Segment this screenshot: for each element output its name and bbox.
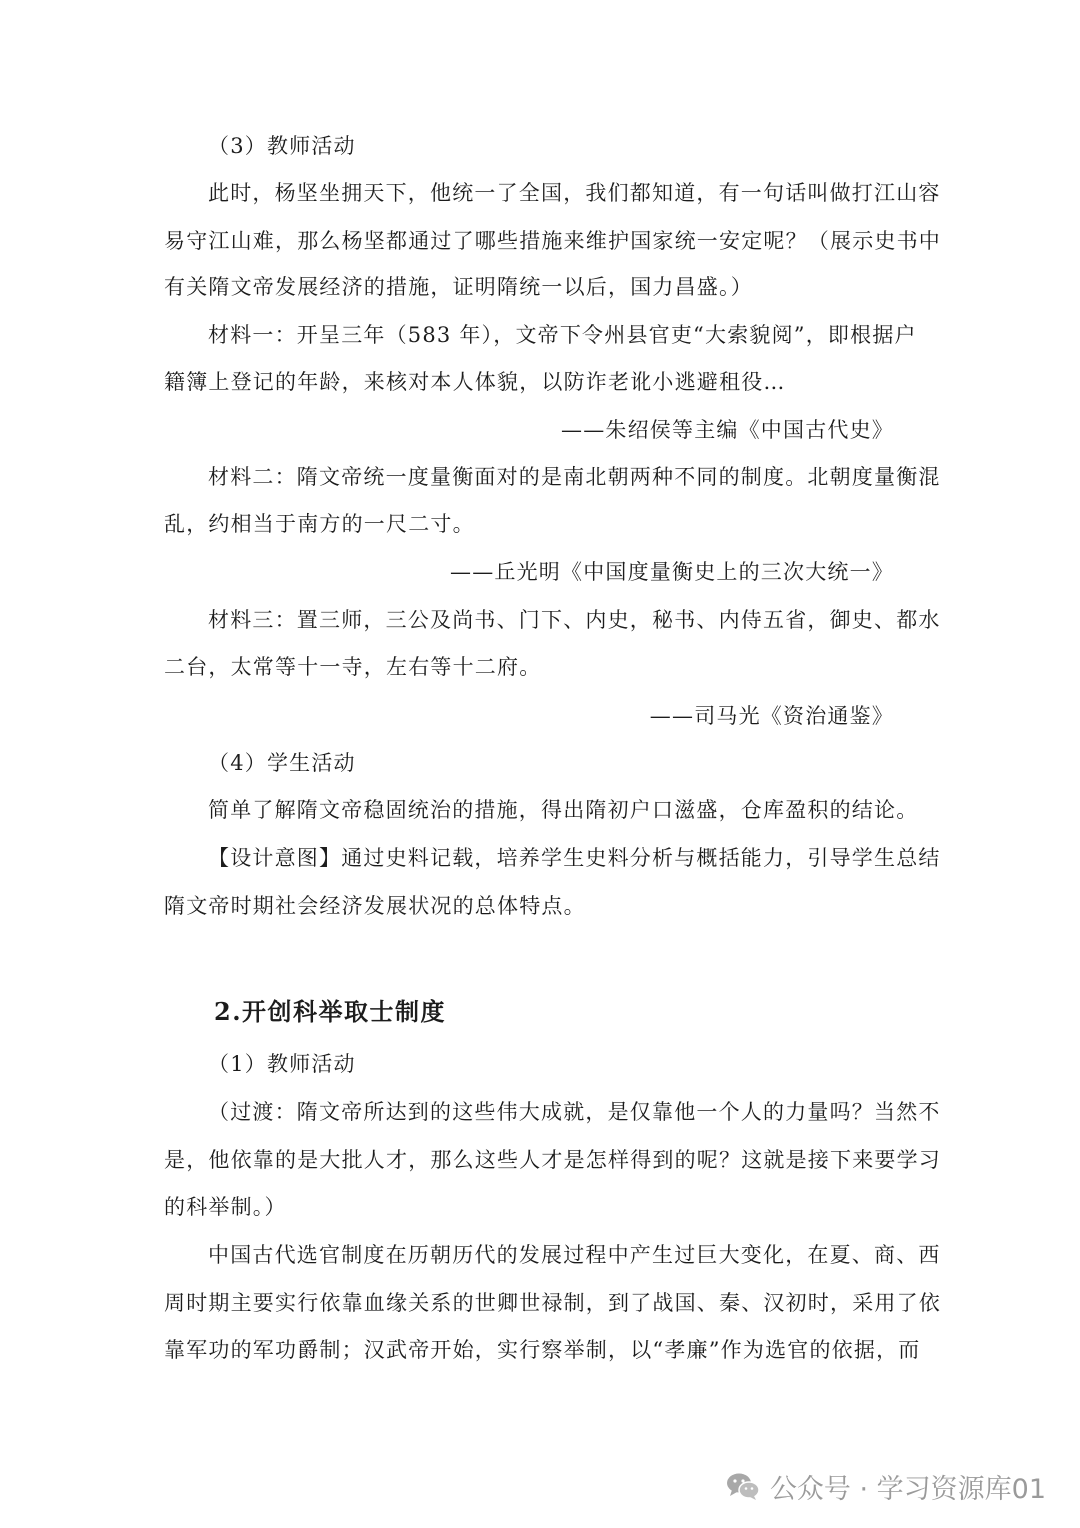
- paragraph-line: 周时期主要实行依靠血缘关系的世卿世禄制，到了战国、秦、汉初时，采用了依: [164, 1291, 941, 1315]
- subsection-heading: （4）学生活动: [208, 751, 356, 775]
- citation: ——朱绍侯等主编《中国古代史》: [561, 418, 894, 442]
- paragraph-line: 此时，杨坚坐拥天下，他统一了全国，我们都知道，有一句话叫做打江山容: [208, 181, 941, 205]
- material-one-line: 材料一：开呈三年（583 年），文帝下令州县官吏“大索貌阅”，即根据户: [208, 323, 917, 347]
- subsection-heading: （3）教师活动: [208, 134, 356, 158]
- paragraph-line: （过渡：隋文帝所达到的这些伟大成就，是仅靠他一个人的力量吗？当然不: [208, 1100, 941, 1124]
- material-three-line: 材料三：置三师，三公及尚书、门下、内史，秘书、内侍五省，御史、都水: [208, 608, 941, 632]
- paragraph-line: 靠军功的军功爵制；汉武帝开始，实行察举制，以“孝廉”作为选官的依据，而: [164, 1338, 921, 1362]
- paragraph-line: 的科举制。）: [164, 1195, 287, 1219]
- design-intent-line: 隋文帝时期社会经济发展状况的总体特点。: [164, 894, 586, 918]
- citation: ——丘光明《中国度量衡史上的三次大统一》: [450, 560, 894, 584]
- paragraph-line: 有关隋文帝发展经济的措施，证明隋统一以后，国力昌盛。）: [164, 275, 753, 299]
- paragraph-line: 是，他依靠的是大批人才，那么这些人才是怎样得到的呢？这就是接下来要学习: [164, 1148, 941, 1172]
- paragraph-line: 简单了解隋文帝稳固统治的措施，得出隋初户口滋盛，仓库盈积的结论。: [208, 798, 919, 822]
- citation: ——司马光《资治通鉴》: [649, 704, 894, 728]
- paragraph-line: 易守江山难，那么杨坚都通过了哪些措施来维护国家统一安定呢？（展示史书中: [164, 229, 941, 253]
- wechat-icon: [726, 1472, 760, 1500]
- material-one-line: 籍簿上登记的年龄，来核对本人体貌，以防诈老讹小逃避租役…: [164, 370, 786, 394]
- watermark: [726, 1466, 1046, 1506]
- watermark-text: 公众号 · 学习资源库01: [769, 1473, 1046, 1505]
- paragraph-line: 中国古代选官制度在历朝历代的发展过程中产生过巨大变化，在夏、商、西: [208, 1243, 941, 1267]
- material-three-line: 二台，太常等十一寺，左右等十二府。: [164, 655, 542, 679]
- subsection-heading: （1）教师活动: [208, 1052, 356, 1076]
- section-heading: 2.开创科举取士制度: [214, 997, 447, 1026]
- material-two-line: 材料二：隋文帝统一度量衡面对的是南北朝两种不同的制度。北朝度量衡混: [208, 465, 941, 489]
- design-intent-line: 【设计意图】通过史料记载，培养学生史料分析与概括能力，引导学生总结: [208, 846, 941, 870]
- material-two-line: 乱，约相当于南方的一尺二寸。: [164, 512, 475, 536]
